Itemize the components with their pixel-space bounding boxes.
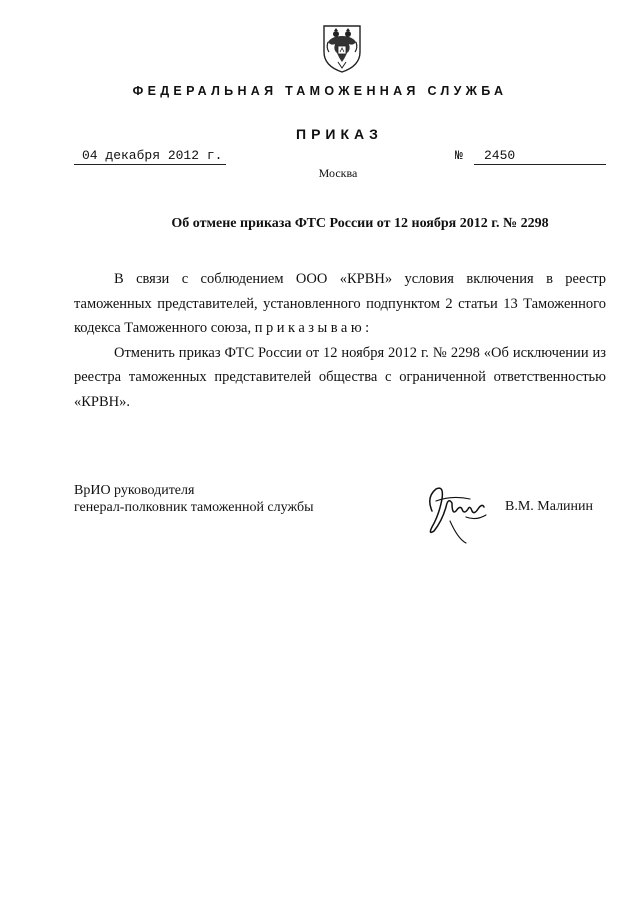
document-date: 04 декабря 2012 г.: [74, 148, 226, 165]
document-city: Москва: [318, 166, 358, 180]
agency-name: ФЕДЕРАЛЬНАЯ ТАМОЖЕННАЯ СЛУЖБА: [132, 84, 508, 98]
body-paragraph-1: [74, 267, 606, 341]
signatory-title: [74, 482, 313, 516]
paragraph-1-text: В связи с соблюдением ООО «КРВН» условия включения в реестр таможенных представителей, установленного подпунктом 2 статьи 13 Таможенного кодекса Таможенного союза,: [74, 271, 606, 336]
document-subject: Об отмене приказа ФТС России от 12 ноября 2012 г. № 2298: [171, 216, 549, 231]
handwritten-signature-icon: [422, 481, 494, 547]
signatory-title-line-1: ВрИО руководителя: [74, 483, 195, 498]
orders-word: приказываю:: [254, 320, 373, 336]
body-paragraph-2: Отменить приказ ФТС России от 12 ноября 2012 г. № 2298 «Об исключении из реестра таможенных представителей общества с ограниченной ответственностью «КРВН».: [74, 344, 606, 410]
number-label: №: [455, 148, 463, 163]
document-number: 2450: [474, 148, 606, 165]
signatory-name: В.М. Малинин: [505, 499, 594, 514]
signatory-title-line-2: генерал-полковник таможенной службы: [74, 500, 314, 515]
document-body: [74, 267, 606, 414]
coat-of-arms-icon: [318, 22, 366, 74]
document-type: ПРИКАЗ: [296, 126, 383, 142]
